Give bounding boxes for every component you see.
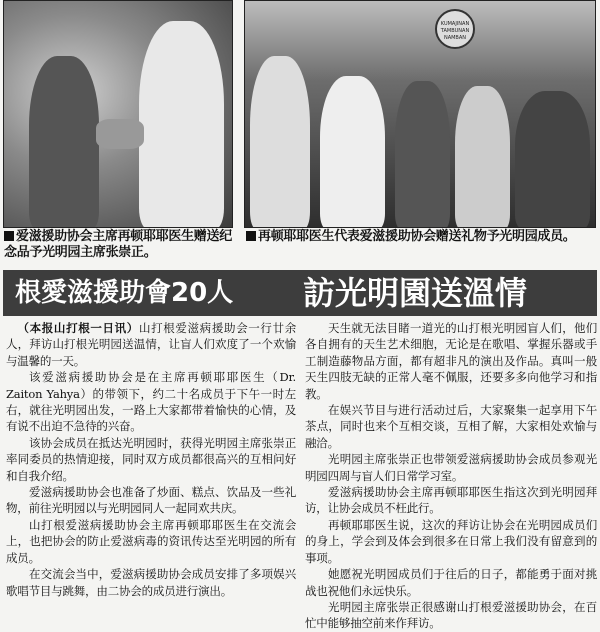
square-bullet-icon	[4, 231, 14, 241]
person-figure	[455, 86, 510, 228]
photo-caption-right: 再顿耶耶医生代表爱滋援助协会赠送礼物予光明园成员。	[246, 229, 598, 245]
article-column-left	[6, 320, 296, 599]
photo-caption-left: 爱滋援助协会主席再顿耶耶医生赠送纪念品予光明园主席张崇正。	[4, 229, 232, 260]
headline-bar	[3, 270, 597, 316]
article-paragraph: 她愿祝光明园成员们于往后的日子，都能勇于面对挑战也祝他们永远快乐。	[305, 567, 597, 598]
article-paragraph: （本报山打根一日讯）山打根爱滋病援助会一行廿余人，拜访山打根光明园送温情，让盲人们欢度了一个欢愉与温馨的一天。	[6, 321, 296, 368]
article-column-right	[305, 320, 597, 632]
article-paragraph: 爱滋病援助协会主席再顿耶耶医生指这次到光明园拜访，让协会成员不枉此行。	[305, 485, 597, 516]
photo-group-gifts	[244, 0, 596, 228]
square-bullet-icon	[246, 231, 256, 241]
article-paragraph: 在娱兴节目与进行活动过后，大家聚集一起享用下午茶点，同时也来个互相交谈，互相了解，大家相处欢愉与融洽。	[305, 403, 597, 450]
wall-sign: KUMAJINAN TAMBUNAN NAMBAN	[435, 9, 475, 49]
person-figure	[139, 21, 224, 228]
article-paragraph: 光明园主席张崇正很感谢山打根爱滋援助协会，在百忙中能够抽空前来作拜访。	[305, 599, 597, 631]
headline-left: 根愛滋援助會20人	[15, 278, 234, 308]
person-figure	[250, 56, 310, 228]
photo-handover-gift	[3, 0, 233, 228]
article-paragraph: 天生就无法目睹一道光的山打根光明园盲人们，他们各自拥有的天生艺术细胞，无论是在歌唱、掌握乐器或手工制造藤物品方面，都有超非凡的演出及作品。真叫一般天生四肢无缺的正常人毫不佩服，还要多多向他学习和指教。	[305, 321, 597, 401]
article-paragraph: 光明园主席张崇正也带领爱滋病援助协会成员参观光明园四周与盲人们日常学习室。	[305, 452, 597, 483]
gift-item	[96, 119, 144, 149]
person-figure	[515, 91, 590, 228]
article-paragraph: 该协会成员在抵达光明园时，获得光明园主席张崇正率同委员的热情迎接，同时双方成员都很高兴的互相问好和自我介绍。	[6, 435, 296, 483]
article-paragraph: 再顿耶耶医生说，这次的拜访让协会在光明园成员们的身上，学会到及体会到很多在日常上我们没有留意到的事项。	[305, 517, 597, 565]
dateline: （本报山打根一日讯）	[17, 321, 139, 335]
person-figure	[29, 56, 99, 228]
article-paragraph: 爱滋病援助协会也准备了炒面、糕点、饮品及一些礼物，前往光明园以与光明园同人一起同欢共庆。	[6, 485, 296, 516]
article-paragraph: 山打根爱滋病援助协会主席再顿耶耶医生在交流会上，也把协会的防止爱滋病毒的资讯传达至光明园的所有成员。	[6, 517, 296, 565]
article-paragraph: 在交流会当中，爱滋病援助协会成员安排了多项娱兴歌唱节目与跳舞，由二协会的成员进行演出。	[6, 567, 296, 598]
person-figure	[320, 76, 385, 228]
article-paragraph: 该爱滋病援助协会是在主席再顿耶耶医生（Dr. Zaiton Yahya）的带领下，约二十名成员于下午一时左右，就往光明园出发，一路上大家都带着愉快的心情，及有说不出迫不急待的兴奋。	[6, 370, 296, 434]
headline-right: 訪光明園送溫情	[303, 274, 528, 312]
person-figure	[395, 81, 450, 228]
